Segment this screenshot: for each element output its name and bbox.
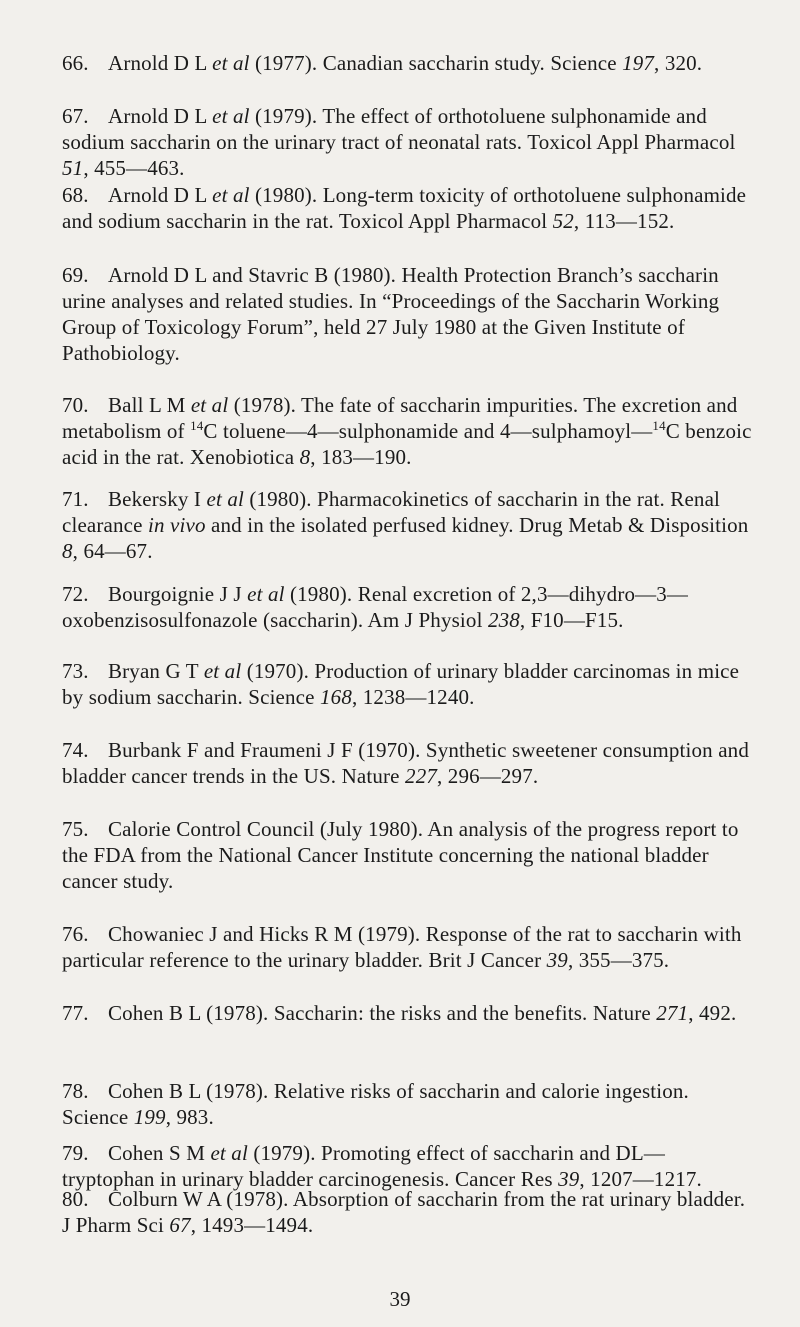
- reference-number: 72.: [62, 582, 89, 606]
- reference-number: 75.: [62, 817, 89, 841]
- reference-number: 68.: [62, 183, 89, 207]
- reference-number: 73.: [62, 659, 89, 683]
- reference-number: 79.: [62, 1141, 89, 1165]
- reference-number: 69.: [62, 263, 89, 287]
- reference-number: 74.: [62, 738, 89, 762]
- reference-68: 68. Arnold D L et al (1980). Long-term toxicity of orthotoluene sulphonamide and sodium saccharin in the rat. Toxicol Appl Pharmacol 52, 113—152.: [62, 183, 747, 233]
- reference-number: 76.: [62, 922, 89, 946]
- reference-number: 67.: [62, 104, 89, 128]
- reference-75: 75. Calorie Control Council (July 1980). An analysis of the progress report to the FDA from the National Cancer Institute concerning the national bladder cancer study.: [62, 817, 739, 893]
- reference-67: 67. Arnold D L et al (1979). The effect of orthotoluene sulphonamide and sodium saccharin on the urinary tract of neonatal rats. Toxicol Appl Pharmacol 51, 455—463.: [62, 104, 736, 180]
- reference-number: 80.: [62, 1187, 89, 1211]
- reference-73: 73. Bryan G T et al (1970). Production of urinary bladder carcinomas in mice by sodium saccharin. Science 168, 1238—1240.: [62, 659, 740, 709]
- reference-number: 77.: [62, 1001, 89, 1025]
- reference-number: 78.: [62, 1079, 89, 1103]
- reference-number: 71.: [62, 487, 89, 511]
- reference-66: 66. Arnold D L et al (1977). Canadian saccharin study. Science 197, 320.: [62, 51, 703, 75]
- reference-70: 70. Ball L M et al (1978). The fate of saccharin impurities. The excretion and metabolism of $^{14}$C toluene—4—sulphonamide and 4—sulphamoyl—$^{14}$C benzoic acid in the rat. Xenobiotica 8, 183—190.: [62, 393, 752, 469]
- page-number: 39: [389, 1287, 411, 1311]
- reference-72: 72. Bourgoignie J J et al (1980). Renal excretion of 2,3—dihydro—3—oxobenzisosulfonazole (saccharin). Am J Physiol 238, F10—F15.: [62, 582, 689, 632]
- reference-74: 74. Burbank F and Fraumeni J F (1970). Synthetic sweetener consumption and bladder cancer trends in the US. Nature 227, 296—297.: [62, 738, 749, 788]
- reference-69: 69. Arnold D L and Stavric B (1980). Health Protection Branch’s saccharin urine analyses and related studies. In “Proceedings of the Saccharin Working Group of Toxicology Forum”, held 27 July 1980 at the Given Institute of Pathobiology.: [62, 263, 720, 365]
- reference-77: 77. Cohen B L (1978). Saccharin: the risks and the benefits. Nature 271, 492.: [62, 1001, 737, 1025]
- reference-78: 78. Cohen B L (1978). Relative risks of saccharin and calorie ingestion. Science 199, 983.: [62, 1079, 689, 1129]
- reference-76: 76. Chowaniec J and Hicks R M (1979). Response of the rat to saccharin with particular reference to the urinary bladder. Brit J Cancer 39, 355—375.: [62, 922, 742, 972]
- reference-80: 80. Colburn W A (1978). Absorption of saccharin from the rat urinary bladder. J Pharm Sci 67, 1493—1494.: [62, 1187, 746, 1237]
- reference-71: 71. Bekersky I et al (1980). Pharmacokinetics of saccharin in the rat. Renal clearance in vivo and in the isolated perfused kidney. Drug Metab & Disposition 8, 64—67.: [62, 487, 749, 563]
- reference-number: 66.: [62, 51, 89, 75]
- reference-79: 79. Cohen S M et al (1979). Promoting effect of saccharin and DL—tryptophan in urinary bladder carcinogenesis. Cancer Res 39, 1207—1217.: [62, 1141, 702, 1191]
- reference-number: 70.: [62, 393, 89, 417]
